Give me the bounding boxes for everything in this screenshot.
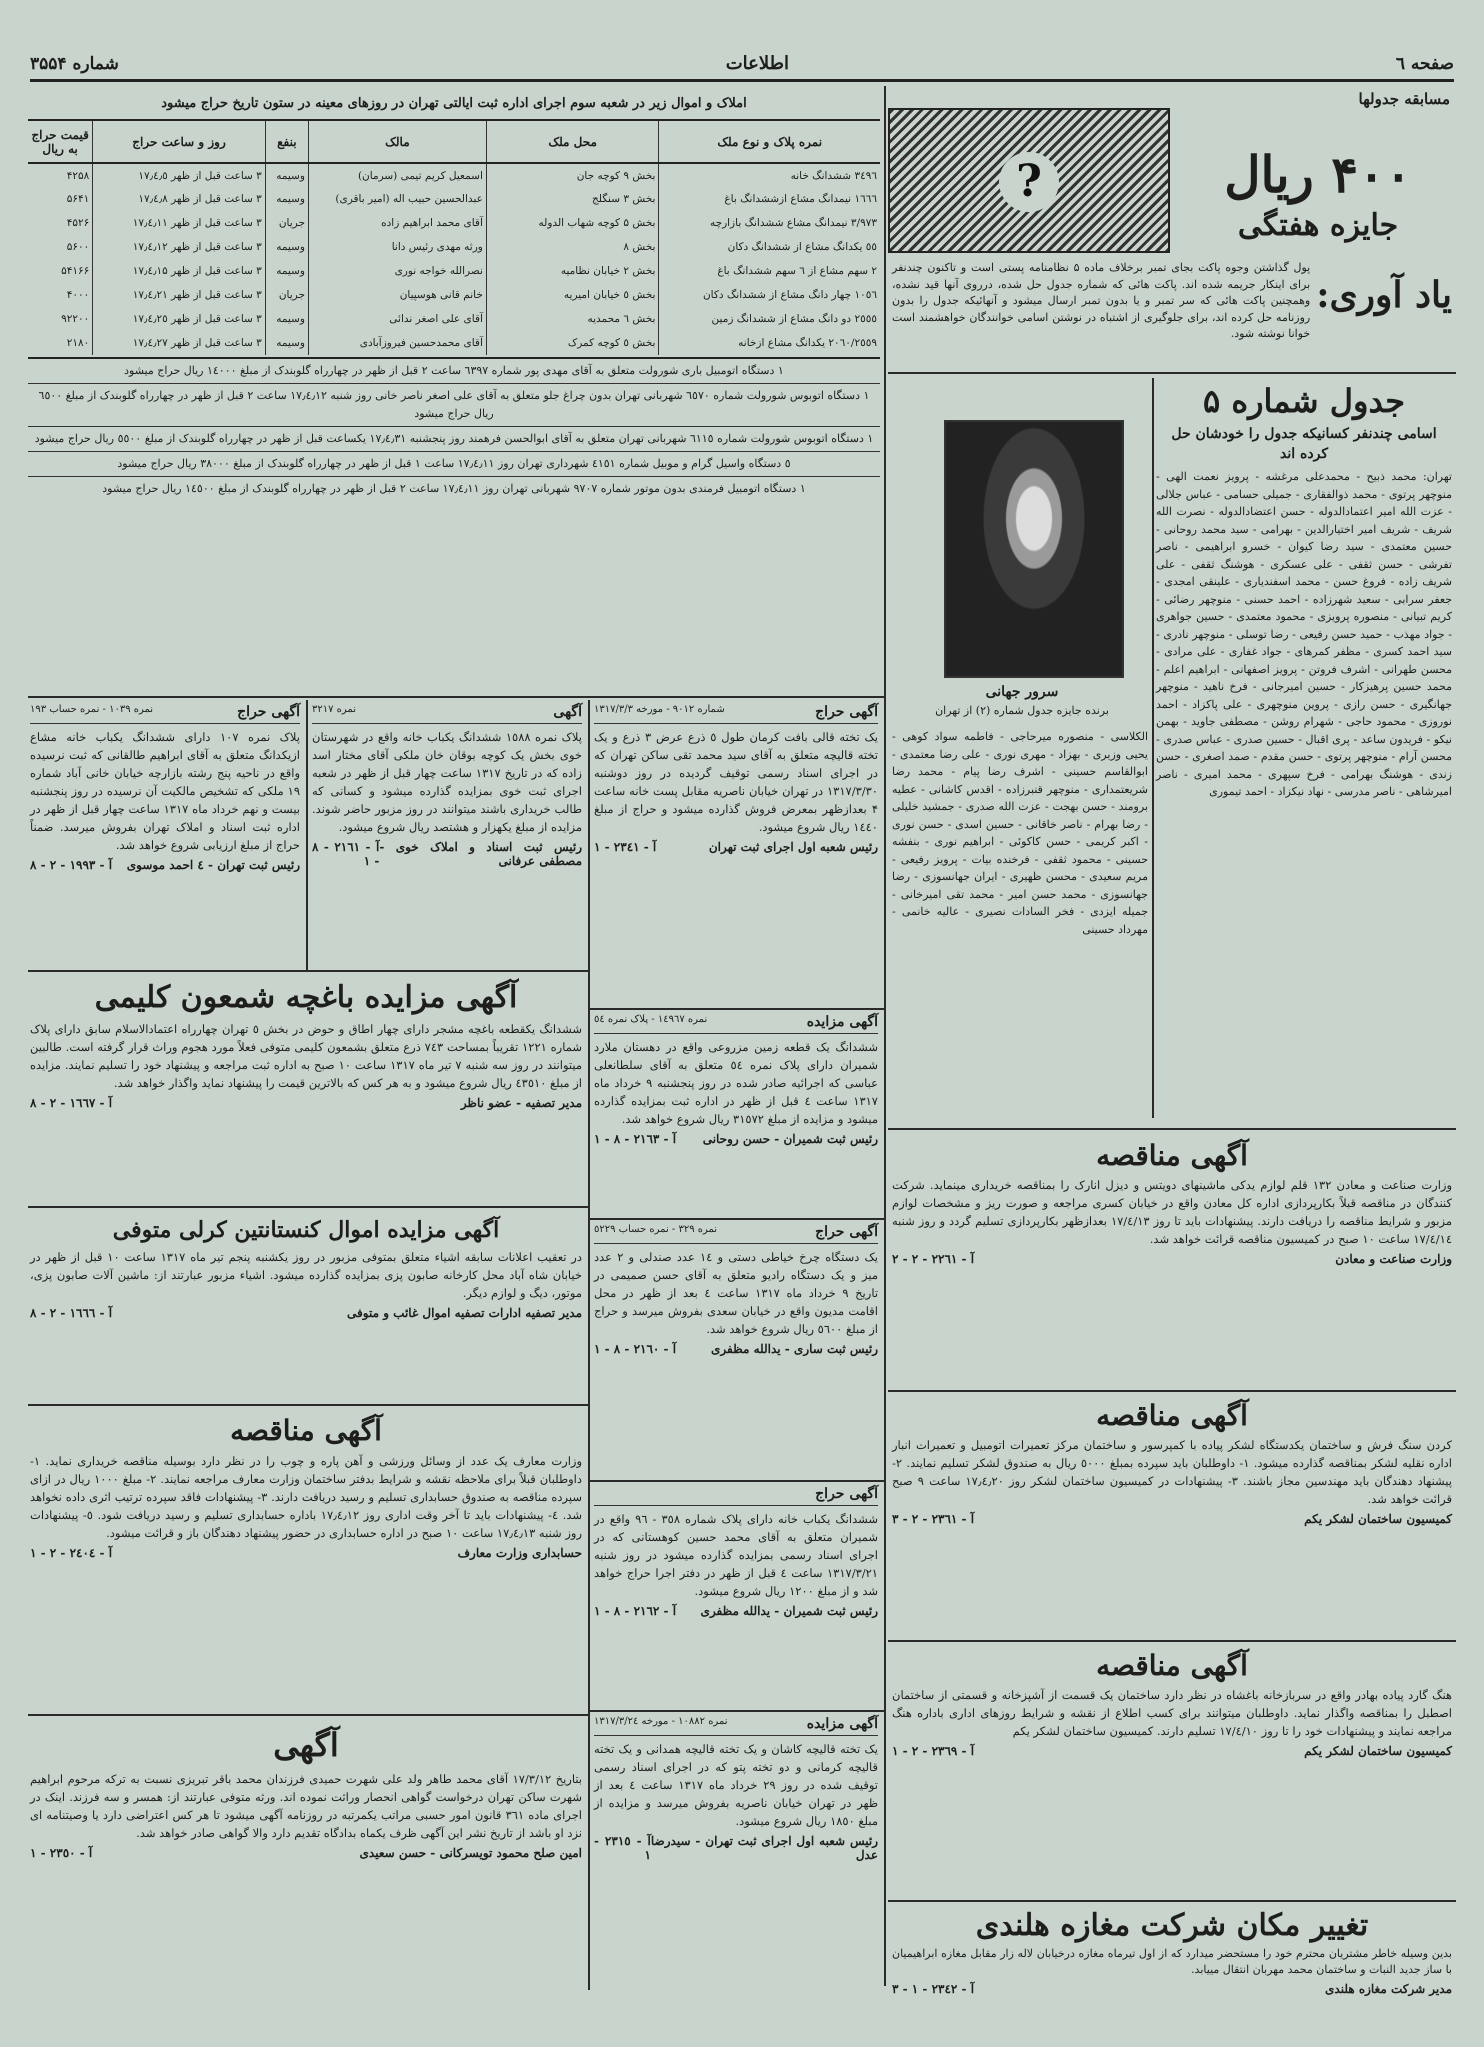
ad-dutch-shop (892, 1906, 1452, 1996)
ad-signature: رئیس ثبت تهران - ٤ احمد موسوی (126, 858, 300, 872)
table-cell: ۳ ساعت قبل از ظهر ۱۷٫٤٫٥ (93, 163, 266, 187)
ad-signature: رئیس ثبت شمیران - حسن روحانی (702, 1132, 878, 1146)
ad-title: آگهی مناقصه (1096, 1649, 1248, 1682)
rule (888, 1640, 1456, 1642)
table-cell: بخش ۹ کوچه جان (486, 163, 659, 187)
ad-body: یک تخته قالی بافت کرمان طول ٥ ذرع عرض ٣ ذرع و یک تخته قالیچه متعلق به آقای سید محمد تقی ساکن تهران که در اجرای اسناد رسمی توقیف گردیده در روز دوشنبه ١٣١٧/٣/٣٠ در تهران خیابان ناصریه مقابل پست خانه ساعت ۴ بعدازظهر بمعرض فروش گذارده میشود و حراج از مبلغ ١٤٤٠ ریال شروع میشود. (594, 730, 878, 834)
ad-signature: امین صلح محمود تویسرکانی - حسن سعیدی (359, 1846, 582, 1860)
ad-body: یک تخته قالیچه کاشان و یک تخته قالیچه همدانی و یک تخته قالیچه کرمانی و دو تخته پتو که در اجرای اسناد رسمی توقیف شده در روز ٢٩ خرداد ماه ١٣١٧ ساعت ٤ بعد از ظهر در تهران خیابان ناصریه بفروش میرسد و مزایده از مبلغ ١٨٥٠ ریال شروع میشود. (594, 1742, 878, 1828)
table-cell: ٣٤٩٦ ششدانگ خانه (659, 163, 880, 187)
ad-title: آگهی مزایده باغچه شمعون کلیمی (94, 980, 518, 1015)
ad-number: آ - ١٦٦٦ - ٢ - ٨ (30, 1306, 113, 1320)
ad-signature: رئیس ثبت ساری - یدالله مظفری (711, 1342, 878, 1356)
ad-body: پلاک نمره ١٠٧ دارای ششدانگ یکباب خانه مشاع ازیکدانگ متعلق به آقای ابراهیم طالقانی که ثبت نرسیده واقع در ناحیه پنج رشته بازارچه خیابان خانی آباد شماره ١٩ ملکی که تشخیص مالکیت آن نرسیده در روز پنجشنبه بیست و نهم خرداد ماه ١٣١٧ ساعت چهار قبل از ظهر در اداره ثبت اسناد و املاک تهران بفروش میرسد. ضمناً حراج از مبلغ ارزیابی شروع خواهد شد. (30, 730, 300, 852)
ad-signature: مدیر تصفیه - عضو ناظر (460, 1096, 582, 1110)
ad-title: آگهی (273, 1726, 339, 1764)
auction-notes (28, 357, 880, 501)
contest-column (888, 88, 1456, 1996)
table-row (28, 235, 880, 259)
rule (28, 1714, 588, 1716)
table-cell: ١٦٦٦ نیمدانگ مشاع ازششدانگ باغ (659, 187, 880, 211)
ad-signature: حسابداری وزارت معارف (457, 1546, 582, 1560)
ad-number: آ - ٢١٦١ - ٨ - ١ (312, 840, 380, 868)
table-cell: ٥٥ یکدانگ مشاع از ششدانگ دکان (659, 235, 880, 259)
ad-signature: وزارت صناعت و معادن (1335, 1252, 1452, 1266)
table-cell: وسیمه (265, 307, 308, 331)
ad-body: بدین وسیله خاطر مشتریان محترم خود را مستحضر میدارد که از اول تیرماه مغازه درخیابان لاله زار مقابل مغازه ابراهیمیان با ساز جدید النبات و ساختمان محمد مهربان انتقال مییابد. (892, 1947, 1452, 1976)
reminder-box (892, 260, 1452, 368)
ad-signature: رئیس شعبه اول اجرای ثبت تهران - سیدرضا عدل (650, 1834, 878, 1862)
ad-number: آ - ٢١٦٣ - ٨ - ١ (594, 1132, 677, 1146)
ad-body: هنگ گارد پیاده بهادر واقع در سربازخانه باغشاه در نظر دارد ساختمان یک قسمت از آشپزخانه و قسمتی از ساختمان اصطبل را بمناقصه واگذار نماید. داوطلبان میتوانند برای کسب اطلاع از نقشه و شرایط روزهای اداری باداره هنگ مراجعه نمایند و پیشنهادات خود را تا روز ١٧/٤/١٠ تسلیم دارند. کمیسیون ساختمان لشکر یکم (892, 1688, 1452, 1738)
ad-title: آگهی مزایده (806, 1716, 878, 1732)
column-rule (1152, 378, 1154, 1118)
table-row (28, 211, 880, 235)
page-number: صفحه ٦ (1395, 53, 1454, 74)
ad-number: آ - ٢١٦٠ - ٨ - ١ (594, 1342, 677, 1356)
table-cell: جریان (265, 283, 308, 307)
table-cell: وسیمه (265, 259, 308, 283)
ad-number: آ - ٢٣٤١ - ١ (594, 840, 657, 854)
puzzle-illustration (888, 108, 1170, 253)
column-header: نمره پلاک و نوع ملک (659, 121, 880, 163)
table-row (28, 307, 880, 331)
ad-estate-auction (30, 1212, 582, 1402)
column-header: مالک (308, 121, 486, 163)
ad-body: کردن سنگ فرش و ساختمان یکدستگاه لشکر پیاده با کمپرسور و ساختمان مرکز تعمیرات اتومبیل و تعمیرات انبار اداره نقلیه لشکر بمناقصه گذارده میشود. ١- داوطلبان باید سپرده بمبلغ ٥٠٠٠ ریال به صندوق لشکر تسلیم نمایند. ٢- پیشنهاد دهندگان باید مهندسین مجاز باشند. ٣- پیشنهادات در کمیسیون ساختمان لشکر روز ١٧٫٤٫٢٠ ساعت ٩ صبح قرائت خواهد شد. (892, 1438, 1452, 1506)
table-cell: ۲۱۸۰ (66, 337, 90, 349)
table-row (28, 283, 880, 307)
table-cell: ۹۲۲۰۰ (61, 313, 90, 325)
reminder-title: یاد آوری: (1316, 274, 1452, 316)
ad-tender-army-building (892, 1396, 1452, 1636)
table-cell: ۵۴۱۶۶ (61, 265, 90, 277)
auction-note: ١ دستگاه اتوبوس شورولت شماره ٦١١٥ شهربانی تهران متعلق به آقای ابوالحسن فرهمند روز پنجشنبه ١٧٫٤٫٣١ یکساعت قبل از ظهر در چهارراه گلوبندک از مبلغ ٥٥٠٠ ریال حراج میشود (28, 427, 880, 452)
ad-title: آگهی مناقصه (1096, 1139, 1248, 1172)
ad-ref: نمره ١٠٨٨٢ - مورخه ١٣١٧/٣/٢٤ (594, 1716, 728, 1727)
ad-number: آ - ٢٣٦١ - ٢ - ٣ (892, 1512, 975, 1526)
rule (888, 1900, 1456, 1902)
rule (588, 1710, 884, 1712)
table5-names: تهران: محمد ذبیح - محمدعلی مرغشه - پرویز نعمت الهی - منوچهر پرتوی - محمد ذوالفقاری - جمیلی حسامی - عباس جلالی - عزت الله امیر اعتمادالدوله - حسن اعتضادالدوله - نصرت الله شریف - شریف امیر اختیارالدین - بهرامی - سید محمد روحانی - حسین معتمدی - سید رضا کیوان - خسرو ابراهیمی - ناصر تفرشی - حسن ثقفی - علی عسکری - هوشنگ ثقفی - علی شریف زاده - فروغ حسن - محمد اسفندیاری - علینقی امجدی - جعفر سرابی - سعید شهرزاده - احمد حسنی - منوچهر رضائی - کریم تبیانی - منصوره پرویزی - محمود معتمدی - حسین جواهری - جواد مهذب - حمید حسن رفیعی - رضا توسلی - منوچهر نادری - سید احمد کسری - مظفر کمرهای - جواد غفاری - علی مرادی - محسن طهرانی - اشرف فروتن - پرویز اصفهانی - ابراهیم اعلم - محمد حسین پرهیزکار - حسین امیرجانی - فرخ ناهید - منوچهر جهانگیری - حسن رازی - پروین منوچهری - علی پاکزاد - احمد نوروزی - محمود حاجی - شهرام روشن - مصطفی جاوید - بهمن نیکو - فریدون ساعد - پری اقبال - حسین صدری - عباس صدری - محسن آرام - منوچهر پرتوی - حسن مقدم - صمد اصغری - حسن زندی - هوشنگ بهرامی - فرخ سپهری - محمد امیری - ناصر امیرشاهی - ناصر مدرسی - نهاد نیکزاد - احمد تیموری (1156, 470, 1452, 798)
rule (588, 1480, 884, 1482)
table-cell: ۳ ساعت قبل از ظهر ۱۷٫٤٫۲٧ (93, 331, 266, 355)
table-cell: بخش ٨ (486, 235, 659, 259)
table-cell: ٢٥٥٥ دو دانگ مشاع از ششدانگ زمین (659, 307, 880, 331)
auction-note: ٥ دستگاه واسیل گرام و موبیل شماره ٤١٥١ شهرداری تهران روز ١٧٫٤٫١١ ساعت ١ قبل از ظهر در چهارراه گلوبندک از مبلغ ٣٨٠٠٠ ریال حراج میشود (28, 452, 880, 477)
auction-note: ١ دستگاه اتومبیل فرمندی بدون موتور شماره ٩٧٠٧ شهربانی تهران روز ١٧٫٤٫١١ ساعت ٢ قبل از ظهر در چهارراه گلوبندک از مبلغ ١٤٥٠٠ ریال حراج میشود (102, 482, 806, 495)
table-cell: ۳ ساعت قبل از ظهر ۱۷٫٤٫۲۱ (93, 283, 266, 307)
rule (588, 1218, 884, 1220)
ad-number: آ - ٢٣١٥ - ١ (594, 1834, 651, 1862)
table-cell: نصرالله خواجه نوری (308, 259, 486, 283)
ad-signature: کمیسیون ساختمان لشکر یکم (1304, 1512, 1452, 1526)
winner-names: الکلاسی - منصوره میرحاجی - فاطمه سواد کوهی - یحیی وزیری - بهزاد - مهری نوری - علی رضا معتمدی - ابوالقاسم حسینی - اشرف رضا پیام - محمد رضا شریعتمداری - منوچهر قنبرزاده - اقدس کاشانی - عطیه برومند - حسن بهجت - عزت الله صدری - جمشید خلیلی - رضا بهرام - ناصر خاقانی - حسین اسدی - حسن نوری - اکبر کریمی - حسن کاکوئی - ابراهیم نوری - بنفشه حسینی - محمود ثقفی - فرخنده بیات - پرویز رفیعی - مریم سعیدی - محسن ظهیری - ایران جهانسوزی - رضا جهانسوزی - محمد حسن امیر - محمد تقی امیرخانی - جمیله ایزدی - فخر السادات نصیری - عالیه خانمی - مهرداد حسینی (892, 730, 1148, 936)
ad-auction-10882 (594, 1716, 878, 1988)
ad-title: آگهی مزایده (806, 1014, 878, 1030)
auction-table (28, 121, 880, 355)
ad-number: آ - ٢٣٤٢ - ١ - ٣ (892, 1982, 975, 1996)
ad-auction-1039 (30, 704, 300, 964)
issue-number: شماره ۳۵۵۴ (30, 53, 119, 74)
ad-body: یک دستگاه چرخ خیاطی دستی و ١٤ عدد صندلی و ٢ عدد میز و یک دستگاه رادیو متعلق به آقای حسن صمیمی در تاریخ ٩ خرداد ماه ١٣١٧ ساعت ٤ بعد از ظهر در محل اقامت مدیون واقع در خیابان سعدی بفروش میرسد و حراج از مبلغ ٥٦٠٠ ریال شروع خواهد شد. (594, 1250, 879, 1336)
table5-title: جدول شماره ۵ (1202, 382, 1406, 420)
ad-body: ششدانگ یک قطعه زمین مزروعی واقع در دهستان ملارد شمیران دارای پلاک نمره ٥٤ متعلق به آقای سلطانعلی عباسی که اجرائیه صادر شده در روز پنجشنبه ٩ خرداد ماه ١٣١٧ ساعت ٤ قبل از ظهر در اداره ثبت بمزایده گذارده میشود و مزایده از مبلغ ٣١٥٧٢ ریال شروع خواهد شد. (594, 1040, 878, 1126)
ad-body: پلاک نمره ١٥٨٨ ششدانگ یکباب خانه واقع در شهرستان خوی بخش یک کوچه بوقان خان ملکی آقای مختار اسد زاده که در تاریخ ١٣١٧ ساعت چهار قبل از ظهر در شعبه اجرای ثبت خوی بمزایده گذارده میشود و کسانی که طالب خریداری باشند میتوانند در روز مزبور حاضر شوند. مزایده از مبلغ یکهزار و هشتصد ریال شروع میشود. (312, 730, 582, 834)
table-cell: آقای محمد ابراهیم زاده (308, 211, 486, 235)
ad-auction-9012 (594, 704, 878, 1004)
column-rule (884, 86, 886, 1986)
winner-caption: برنده جایزه جدول شماره (۲) از تهران (935, 704, 1109, 717)
table-cell: بخش ٥ خیابان امیریه (486, 283, 659, 307)
column-header: روز و ساعت حراج (93, 121, 266, 163)
ad-signature: رئیس ثبت اسناد و املاک خوی - مصطفی عرفانی (379, 840, 582, 868)
table-cell: ۵۶۰۰ (66, 241, 90, 253)
table-cell: آقای علی اصغر ندائی (308, 307, 486, 331)
column-header: بنفع (265, 121, 308, 163)
table-cell: بخش ۳ سنگلج (486, 187, 659, 211)
table-cell: وسیمه (265, 235, 308, 259)
ad-title: آگهی حراج (815, 704, 878, 720)
table-cell: اسمعیل کریم تیمی (سرمان) (308, 163, 486, 187)
ad-title: آگهی حراج (815, 1486, 878, 1502)
column-header: قیمت حراج به ریال (28, 121, 93, 163)
rule (28, 1404, 588, 1406)
ad-signature: مدیر تصفیه ادارات تصفیه اموال غائب و متوفی (347, 1306, 582, 1320)
table-cell: ٢٠٦٠/٢٥٥٩ یکدانگ مشاع ازخانه (659, 331, 880, 355)
ad-title: آگهی مناقصه (230, 1414, 382, 1447)
ad-title: آگهی (553, 704, 582, 720)
table5-subtitle: اسامی چندنفر کسانیکه جدول را خودشان حل کرده اند (1171, 426, 1437, 462)
ad-ref: نمره ١٠٣٩ - نمره حساب ١٩٣ (30, 704, 154, 715)
table-cell: وسیمه (265, 163, 308, 187)
ad-ref: شماره ٩٠١٢ - مورخه ١٣١٧/٣/٣ (594, 704, 725, 715)
ad-number: آ - ٢٣٦٩ - ٢ - ١ (892, 1744, 975, 1758)
table-row (28, 331, 880, 355)
ad-title: آگهی حراج (237, 704, 300, 720)
ad-number: آ - ٢١٦٢ - ٨ - ١ (594, 1604, 677, 1618)
ad-tender-education (30, 1410, 582, 1710)
ad-number: آ - ٢٤٠٤ - ٢ - ١ (30, 1546, 113, 1560)
table-cell: بخش ۵ کوچه شهاب الدوله (486, 211, 659, 235)
table-cell: جریان (265, 211, 308, 235)
prize-label: جایزه هفتگی (1237, 208, 1399, 243)
ad-signature: رئیس شعبه اول اجرای ثبت تهران (708, 840, 878, 854)
ad-signature: رئیس ثبت شمیران - یدالله مظفری (700, 1604, 878, 1618)
table-cell: بخش ٦ محمدیه (486, 307, 659, 331)
column-header: محل ملک (486, 121, 659, 163)
ad-body: ششدانگ یکقطعه باغچه مشجر دارای چهار اطاق و حوض در بخش ٥ تهران چهارراه اعتمادالاسلام سابق دارای پلاک شماره ١٢٢١ تقریباً بمساحت ٧٤٣ ذرع متعلق بشمعون کلیمی متوفی فعلاً مورد هجوم وراث قرار گرفته است. طالبین میتوانند در روز سه شنبه ٧ تیر ماه ١٣١٧ ساعت ١٠ صبح به اداره ثبت مراجعه و پیشنهاد خود را تسلیم نمایند. مزایده از مبلغ ٤٣٥١٠ ریال شروع میشود و به هر کس که بالاترین قیمت را پیشنهاد نماید واگذار خواهد شد. (30, 1022, 582, 1090)
rule (888, 372, 1456, 374)
ad-number: آ - ١٦٦٧ - ٢ - ٨ (30, 1096, 113, 1110)
auction-note: ١ دستگاه اتومبیل باری شورولت متعلق به آقای مهدی پور شماره ٦٣٩٧ ساعت ٢ قبل از ظهر در چهارراه گلوبندک از مبلغ ١٤٠٠٠ ریال حراج میشود (28, 359, 880, 384)
rule (28, 696, 884, 698)
auction-rows (28, 163, 880, 355)
ad-number: آ - ٢٣٥٠ - ١ (30, 1846, 93, 1860)
rule (28, 1206, 588, 1208)
table-cell: ۳ ساعت قبل از ظهر ۱۷٫٤٫۱۲ (93, 235, 266, 259)
auction-section (28, 90, 880, 690)
table-cell: ۴۲۵۸ (66, 169, 90, 182)
table-cell: ۳ ساعت قبل از ظهر ۱۷٫٤٫۱۱ (93, 211, 266, 235)
table-cell: بخش ٥ کوچه کمرک (486, 331, 659, 355)
table-cell: ۳ ساعت قبل از ظهر ۱۷٫٤٫۱۵ (93, 259, 266, 283)
table-cell: ورثه مهدی رئیس دانا (308, 235, 486, 259)
winner-portrait (944, 420, 1124, 678)
table-cell: خانم قانی هوسپیان (308, 283, 486, 307)
ad-ref: نمره ٣٢١٧ (312, 704, 356, 715)
contest-section-label: مسابقه جدولها (1358, 90, 1450, 108)
table-cell: وسیمه (265, 187, 308, 211)
winner-name: سرور جهانی (985, 684, 1059, 700)
ad-body: وزارت صناعت و معادن ١٣٢ قلم لوازم یدکی ماشینهای دویتس و دیزل انارک را بمناقصه خریداری مینماید. شرکت کنندگان در مناقصه قبلاً بکارپردازی اداره کل معادن واقع در خیابان کسری مراجعه و صورت ریز و مشخصات لوازم مزبور و شرایط مناقصه را دریافت دارند. پیشنهادات باید تا روز ١٧/٤/١٣ بعدازظهر بکارپردازی تسلیم گردد و روز شنبه ١٧/٤/١٤ ساعت ١٠ صبح در کمیسیون مناقصه قرائت خواهد شد. (892, 1178, 1453, 1246)
table-row (28, 187, 880, 211)
paper-title: اطلاعات (725, 53, 789, 74)
table-cell: عبدالحسین حبیب اله (امیر باقری) (308, 187, 486, 211)
ad-auction-329 (594, 1224, 878, 1474)
table-cell: ۵۶۴۱ (66, 193, 90, 205)
table-cell: آقای محمدحسین فیروزآبادی (308, 331, 486, 355)
column-rule (588, 700, 590, 1990)
rule (588, 1008, 884, 1010)
ad-ref: نمره ١٤٩٦٧ - پلاک نمره ٥٤ (594, 1014, 708, 1025)
page-header (30, 48, 1454, 82)
ad-title: آگهی حراج (815, 1224, 878, 1240)
ad-body: در تعقیب اعلانات سابقه اشیاء متعلق بمتوفی مزبور در روز یکشنبه پنجم تیر ماه ١٣١٧ ساعت ١٠ قبل از ظهر در خیابان شاه آباد محل کارخانه صابون پزی بمزایده گذارده میشود. اشیاء مزبور عبارتند از: ماشین آلات صابون پزی، موتور، دیگ و لوازم دیگر. (30, 1250, 582, 1300)
table-row (28, 259, 880, 283)
table-cell: ٣/٩٧٣ نیمدانگ مشاع ششدانگ بازارچه (659, 211, 880, 235)
ad-inheritance-notice (30, 1720, 582, 1990)
table5-block (1156, 378, 1452, 1126)
rule (888, 1390, 1456, 1392)
reminder-text: پول گذاشتن وجوه پاکت بجای تمبر برخلاف ماده ۵ نظامنامه پستی است و تاکنون چندنفر برای اینکار جریمه شده اند. پاکت هائی که شماره جدول حل شده، درروی آنها قید نشده، وهمچنین پاکت هائی که سر تمبر و یا بدون تمبر ارسال میشود و آنهائیکه جدول را بدون روزنامه حل کرده اند، برای جلوگیری از اشتباه در نوشتن اسامی خوانندگان خواهشمند است خوانا نوشته شود. (892, 261, 1311, 340)
ad-number: آ - ١٩٩٣ - ٢ - ٨ (30, 858, 113, 872)
ad-ref: نمره ٣٢٩ - نمره حساب ٥٢٢٩ (594, 1224, 718, 1235)
auction-title: املاک و اموال زیر در شعبه سوم اجرای اداره ثبت ایالتی تهران در روزهای معینه در ستون تاریخ حراج میشود (28, 90, 880, 121)
ad-body: ششدانگ یکباب خانه دارای پلاک شماره ٣٥٨ - ٩٦ واقع در شمیران متعلق به آقای محمد حسین کوهستانی که در اجرای اسناد رسمی بمزایده گذارده میشود در روز شنبه ١٣١٧/٣/٢١ ساعت ٤ قبل از ظهر در دفتر اجرا حراج خواهد شد و از مبلغ ١٢٠٠ ریال شروع میشود. (594, 1512, 879, 1598)
table-row (28, 163, 880, 187)
table-cell: وسیمه (265, 331, 308, 355)
ad-title: آگهی مزایده اموال کنستانتین کرلی متوفی (112, 1217, 500, 1243)
prize-amount: ۴۰۰ ریال (1224, 145, 1412, 204)
ad-garden-auction (30, 976, 582, 1202)
table-cell: ٢ سهم مشاع از ٦ سهم ششدانگ باغ (659, 259, 880, 283)
ad-auction-14967 (594, 1014, 878, 1214)
table-cell: ۴۰۰۰ (66, 289, 90, 301)
ad-number: آ - ٢٢٦١ - ٢ - ٢ (892, 1252, 975, 1266)
ad-body: وزارت معارف یک عدد از وسائل ورزشی و آهن پاره و چوب را در نظر دارد بوسیله مناقصه خریداری نماید. ١- داوطلبان قبلاً برای ملاحظه نقشه و شرایط بدفتر ساختمان وزارت معارف مراجعه نمایند. ٢- مبلغ ١٠٠٠ ریال در ازای سپرده مناقصه به صندوق حسابداری تسلیم و رسید دریافت دارند. ٣- پیشنهادات فاقد سپرده ترتیب اثری داده نخواهد شد. ٤- پیشنهادات باید تا آخر وقت اداری روز ١٧٫٤٫١٢ باداره حسابداری تسلیم و رسید دریافت شود. ٥- پیشنهادات روز شنبه ١٧٫٤٫١٣ ساعت ١٠ صبح در اداره حسابداری در حضور پیشنهاد دهندگان باز و قرائت میشود. (30, 1454, 583, 1540)
ad-title: آگهی مناقصه (1096, 1399, 1248, 1432)
table-cell: ۳ ساعت قبل از ظهر ۱۷٫٤٫۸ (93, 187, 266, 211)
column-rule (306, 700, 308, 970)
ad-tender-mines (892, 1136, 1452, 1386)
table-cell: ۳ ساعت قبل از ظهر ۱۷٫٤٫۲٥ (93, 307, 266, 331)
ad-signature: مدیر شرکت مغازه هلندی (1325, 1982, 1452, 1996)
ad-title: تغییر مکان شرکت مغازه هلندی (975, 1908, 1369, 1943)
rule (888, 1128, 1456, 1130)
table-cell: بخش ٢ خیابان نظامیه (486, 259, 659, 283)
ad-tender-guard (892, 1646, 1452, 1896)
table-cell: ١٠٥٦ چهار دانگ مشاع از ششدانگ دکان (659, 283, 880, 307)
ad-body: بتاریخ ١٧/٣/١٢ آقای محمد طاهر ولد علی شهرت حمیدی فرزندان محمد باقر تبریزی نسبت به ترکه مرحوم ابراهیم شهرت ساکن تهران درخواست گواهی انحصار وراثت نموده اند. ورثه متوفی عبارتند از: همسر و سه فرزند. اینک در اجرای ماده ٣٦١ قانون امور حسبی مراتب یکمرتبه در روزنامه آگهی میشود تا هر کس اعتراضی دارد یا وصیتنامه ای نزد او باشد از تاریخ نشر این آگهی ظرف یکماه بدادگاه تقدیم دارد والا گواهی صادر خواهد شد. (30, 1772, 582, 1840)
ad-signature: کمیسیون ساختمان لشکر یکم (1304, 1744, 1452, 1758)
ad-auction-shemiran (594, 1486, 878, 1706)
question-mark-icon: ? (999, 152, 1059, 212)
rule (28, 970, 588, 972)
auction-note: ١ دستگاه اتوبوس شورولت شماره ٦٥٧٠ شهربانی تهران بدون چراغ جلو متعلق به آقای علی اصغر ناصر خانی روز شنبه ١٧٫٤٫١٢ ساعت ٢ قبل از ظهر در چهارراه گلوبندک از مبلغ ٦٥٠٠ ریال حراج میشود (28, 384, 880, 427)
table-cell: ۴۵۲۶ (66, 217, 90, 229)
ad-notice-3217 (312, 704, 582, 964)
